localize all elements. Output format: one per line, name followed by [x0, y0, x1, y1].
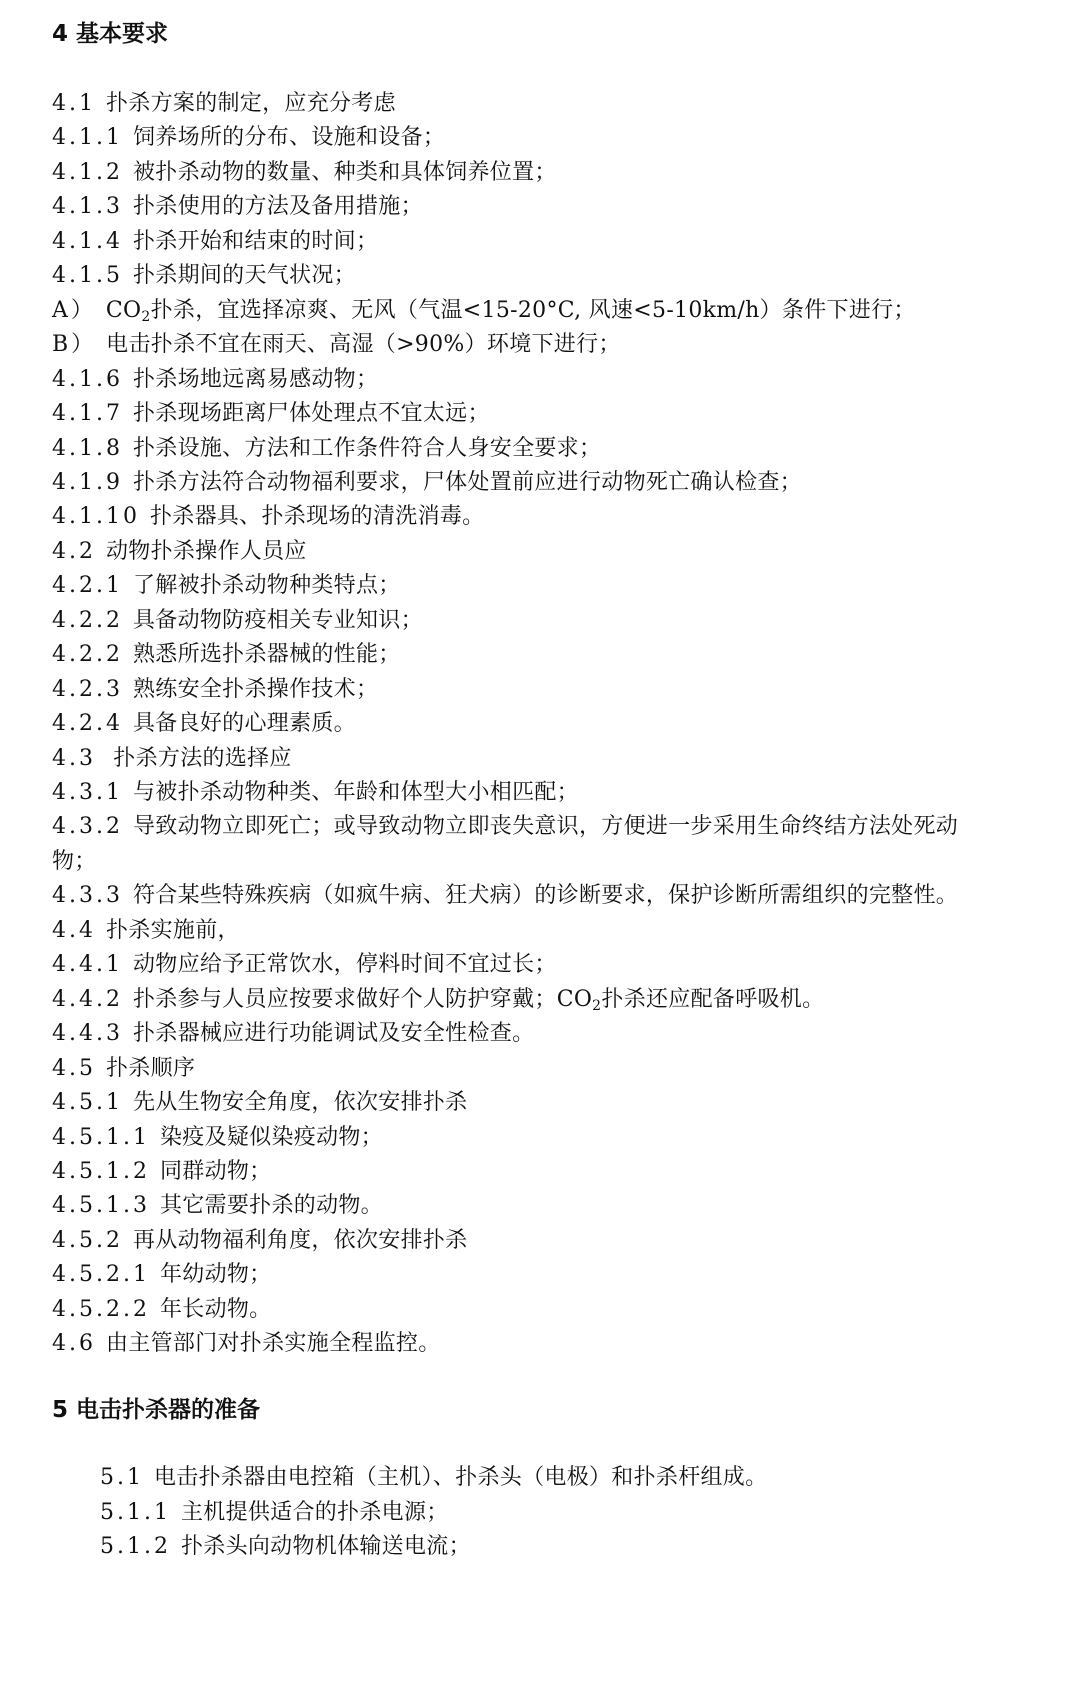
clause-line	[52, 327, 621, 363]
clause-number: 4.1	[52, 91, 96, 116]
clause-number: 4.1.2	[52, 159, 123, 185]
clause-line	[52, 362, 378, 398]
clause-number: 4.1.9	[52, 469, 123, 495]
clause-text: 动物应给予正常饮水，停料时间不宜过长；	[132, 952, 557, 978]
clause-line	[52, 603, 423, 639]
clause-number: 5.1	[100, 1465, 144, 1490]
clause-line	[52, 775, 579, 811]
clause-text: 扑杀还应配备呼吸机。	[601, 986, 825, 1012]
chem-subscript: 2	[141, 308, 151, 325]
clause-text: 主机提供适合的扑杀电源；	[180, 1499, 449, 1525]
clause-line	[52, 534, 307, 570]
clause-number: A）	[52, 297, 96, 323]
clause-text: 先从生物安全角度，依次安排扑杀	[132, 1090, 468, 1116]
clause-number: 4.2.2	[52, 607, 123, 633]
clause-line	[52, 1326, 441, 1362]
clause-line	[52, 431, 601, 467]
clause-number: 4.1.7	[52, 401, 123, 427]
clause-text: 了解被扑杀动物种类特点；	[132, 573, 401, 599]
clause-number: 4.1.5	[52, 263, 123, 289]
clause-line	[52, 637, 401, 673]
clause-text: 电击扑杀器由电控箱（主机）、扑杀头（电极）和扑杀杆组成。	[154, 1465, 768, 1490]
clause-number: 4.6	[52, 1331, 96, 1357]
clause-line	[100, 1460, 767, 1496]
clause-line	[52, 844, 97, 880]
clause-text: 年幼动物；	[159, 1262, 272, 1288]
clause-number: 4.5.1.1	[52, 1124, 150, 1150]
clause-line	[52, 1085, 468, 1121]
clause-number: 4.2.2	[52, 642, 123, 668]
clause-line	[52, 465, 802, 501]
clause-line	[52, 1188, 383, 1224]
clause-line	[100, 1529, 471, 1565]
clause-number: 4.5.1	[52, 1090, 123, 1116]
clause-number: 4.4.1	[52, 952, 123, 978]
clause-line	[52, 568, 401, 604]
clause-text: 扑杀使用的方法及备用措施；	[132, 194, 423, 220]
clause-number: 4.2.3	[52, 676, 123, 702]
clause-line	[52, 1016, 534, 1052]
clause-line	[52, 706, 356, 742]
clause-line	[52, 1154, 271, 1190]
clause-line	[52, 809, 958, 845]
clause-number: 5.1.1	[100, 1499, 171, 1525]
clause-number: 4.4	[52, 917, 96, 943]
clause-number: 4.1.10	[52, 504, 140, 530]
chem-formula: CO	[105, 297, 142, 323]
clause-number: B）	[52, 332, 97, 358]
clause-line	[52, 224, 378, 260]
clause-number: 4.4.3	[52, 1021, 123, 1047]
clause-line	[52, 1223, 468, 1259]
clause-text: 扑杀开始和结束的时间；	[132, 228, 379, 254]
clause-number: 5.1.2	[100, 1534, 171, 1559]
clause-number: 4.5	[52, 1055, 96, 1081]
clause-text: 扑杀方案的制定，应充分考虑	[106, 91, 396, 116]
clause-text: 被扑杀动物的数量、种类和具体饲养位置；	[132, 159, 557, 185]
clause-text: 扑杀器械应进行功能调试及安全性检查。	[132, 1021, 535, 1047]
clause-line	[52, 1257, 271, 1293]
clause-number: 4.5.1.2	[52, 1158, 150, 1184]
clause-number: 4.3.1	[52, 780, 123, 805]
clause-line	[52, 1292, 271, 1328]
clause-text: 具备良好的心理素质。	[132, 711, 356, 737]
clause-line	[52, 1120, 383, 1156]
clause-text: 扑杀期间的天气状况；	[132, 263, 356, 289]
clause-text: 熟练安全扑杀操作技术；	[132, 676, 379, 702]
clause-line	[52, 741, 292, 777]
clause-text: 物；	[52, 848, 97, 874]
chem-formula: CO	[556, 986, 593, 1012]
clause-line	[52, 258, 356, 294]
clause-number: 4.1.8	[52, 435, 123, 461]
clause-number: 4.1.6	[52, 366, 123, 392]
clause-number: 4.4.2	[52, 986, 123, 1012]
clause-text: 具备动物防疫相关专业知识；	[132, 607, 423, 633]
clause-text: 熟悉所选扑杀器械的性能；	[132, 642, 401, 668]
clause-text: 再从动物福利角度，依次安排扑杀	[132, 1227, 468, 1253]
clause-text: 动物扑杀操作人员应	[106, 538, 307, 564]
clause-number: 4.5.2.2	[52, 1296, 150, 1322]
clause-number: 4.5.1.3	[52, 1193, 150, 1219]
clause-text: 年长动物。	[159, 1296, 272, 1322]
clause-line	[100, 1495, 449, 1531]
clause-text: 其它需要扑杀的动物。	[159, 1193, 383, 1219]
section-heading: 5 电击扑杀器的准备	[52, 1397, 261, 1423]
clause-number: 4.2.1	[52, 573, 123, 599]
chem-subscript: 2	[592, 997, 602, 1014]
clause-text: 扑杀顺序	[106, 1055, 196, 1081]
clause-line	[52, 120, 445, 156]
clause-number: 4.5.2	[52, 1227, 123, 1253]
clause-text: 电击扑杀不宜在雨天、高湿（>90%）环境下进行；	[106, 332, 621, 358]
clause-text: 同群动物；	[159, 1158, 272, 1184]
section-heading: 4 基本要求	[52, 21, 169, 47]
clause-number: 4.3	[52, 745, 96, 771]
clause-number: 4.1.4	[52, 228, 123, 254]
clause-text: 扑杀方法符合动物福利要求，尸体处置前应进行动物死亡确认检查；	[132, 469, 802, 495]
clause-text: 符合某些特殊疾病（如疯牛病、狂犬病）的诊断要求，保护诊断所需组织的完整性。	[132, 883, 959, 909]
clause-text: 扑杀现场距离尸体处理点不宜太远；	[132, 401, 490, 427]
clause-number: 4.5.2.1	[52, 1262, 150, 1288]
clause-number: 4.3.3	[52, 883, 123, 909]
clause-text: 扑杀方法的选择应	[106, 745, 292, 771]
clause-line	[52, 396, 490, 432]
clause-line	[52, 947, 557, 983]
clause-text: 扑杀设施、方法和工作条件符合人身安全要求；	[132, 435, 602, 461]
clause-line	[52, 499, 485, 535]
clause-text: 扑杀场地远离易感动物；	[132, 366, 379, 392]
clause-line	[52, 1051, 195, 1087]
clause-line	[52, 913, 240, 949]
clause-number: 4.1.1	[52, 125, 123, 151]
clause-text: 扑杀头向动物机体输送电流；	[180, 1534, 471, 1559]
clause-text: 扑杀实施前，	[106, 917, 240, 943]
clause-number: 4.2.4	[52, 711, 123, 737]
clause-text: 饲养场所的分布、设施和设备；	[132, 125, 446, 151]
clause-text: 扑杀器具、扑杀现场的清洗消毒。	[149, 504, 485, 530]
clause-number: 4.3.2	[52, 814, 123, 840]
clause-text: 导致动物立即死亡；或导致动物立即丧失意识，方便进一步采用生命终结方法处死动	[132, 814, 959, 840]
clause-line	[52, 672, 378, 708]
clause-text: 扑杀参与人员应按要求做好个人防护穿戴；	[132, 986, 557, 1012]
clause-line	[52, 878, 958, 914]
clause-text: 扑杀，宜选择凉爽、无风（气温<15-20°C, 风速<5-10km/h）条件下进行；	[150, 297, 916, 323]
clause-line	[52, 189, 423, 225]
clause-number: 4.1.3	[52, 194, 123, 220]
clause-text: 染疫及疑似染疫动物；	[159, 1124, 383, 1150]
clause-text: 由主管部门对扑杀实施全程监控。	[106, 1331, 441, 1357]
clause-line	[52, 86, 396, 122]
clause-text: 与被扑杀动物种类、年龄和体型大小相匹配；	[132, 780, 579, 805]
clause-line	[52, 155, 557, 191]
clause-number: 4.2	[52, 538, 96, 564]
